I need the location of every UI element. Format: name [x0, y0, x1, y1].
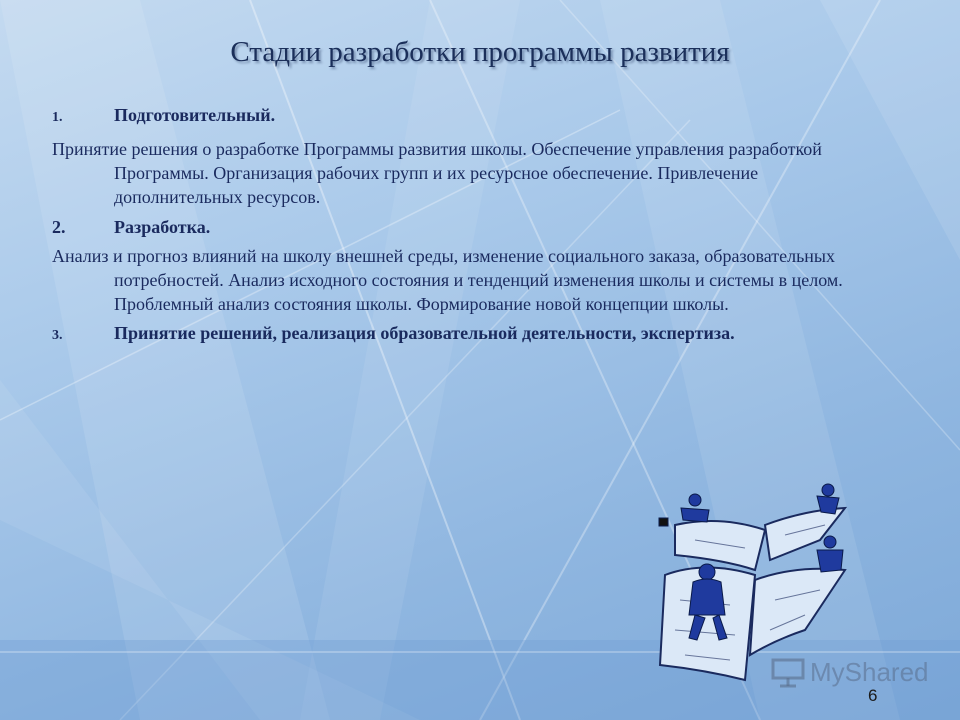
- stage-2-title: Разработка.: [114, 217, 211, 237]
- page-number: 6: [868, 686, 878, 705]
- stage-1-number: 1.: [52, 110, 63, 125]
- person-top-right: [817, 484, 839, 514]
- slide-content: [52, 104, 852, 347]
- stage-2-text: Анализ и прогноз влияний на школу внешней среды, изменение социального заказа, образовательных потребностей. Анализ исходного состояния и тенденций изменения школы и системы в целом. Проблемный анализ состояния школы. Формирование новой концепции школы.: [52, 246, 843, 314]
- stage-3-title: Принятие решений, реализация образовательной деятельности, экспертиза.: [114, 323, 735, 343]
- stage-1-heading: [52, 104, 852, 129]
- watermark: [770, 656, 929, 688]
- stage-1-title: Подготовительный.: [114, 105, 276, 125]
- stage-3-heading: [52, 322, 852, 347]
- slide-title: Стадии разработки программы развития: [230, 36, 730, 68]
- person-mid-right: [817, 536, 843, 572]
- stage-1-text: Принятие решения о разработке Программы развития школы. Обеспечение управления разработкой Программы. Организация рабочих групп и их ресурсное обеспечение. Привлечение дополнительных ресурсов.: [52, 139, 822, 207]
- stage-3-number: 3.: [52, 328, 63, 343]
- person-top-left: [659, 494, 709, 526]
- presentation-board-icon: [770, 656, 806, 688]
- stage-2-heading: [52, 216, 852, 238]
- stage-2-number: 2.: [52, 217, 66, 237]
- watermark-text: MyShared: [810, 656, 929, 687]
